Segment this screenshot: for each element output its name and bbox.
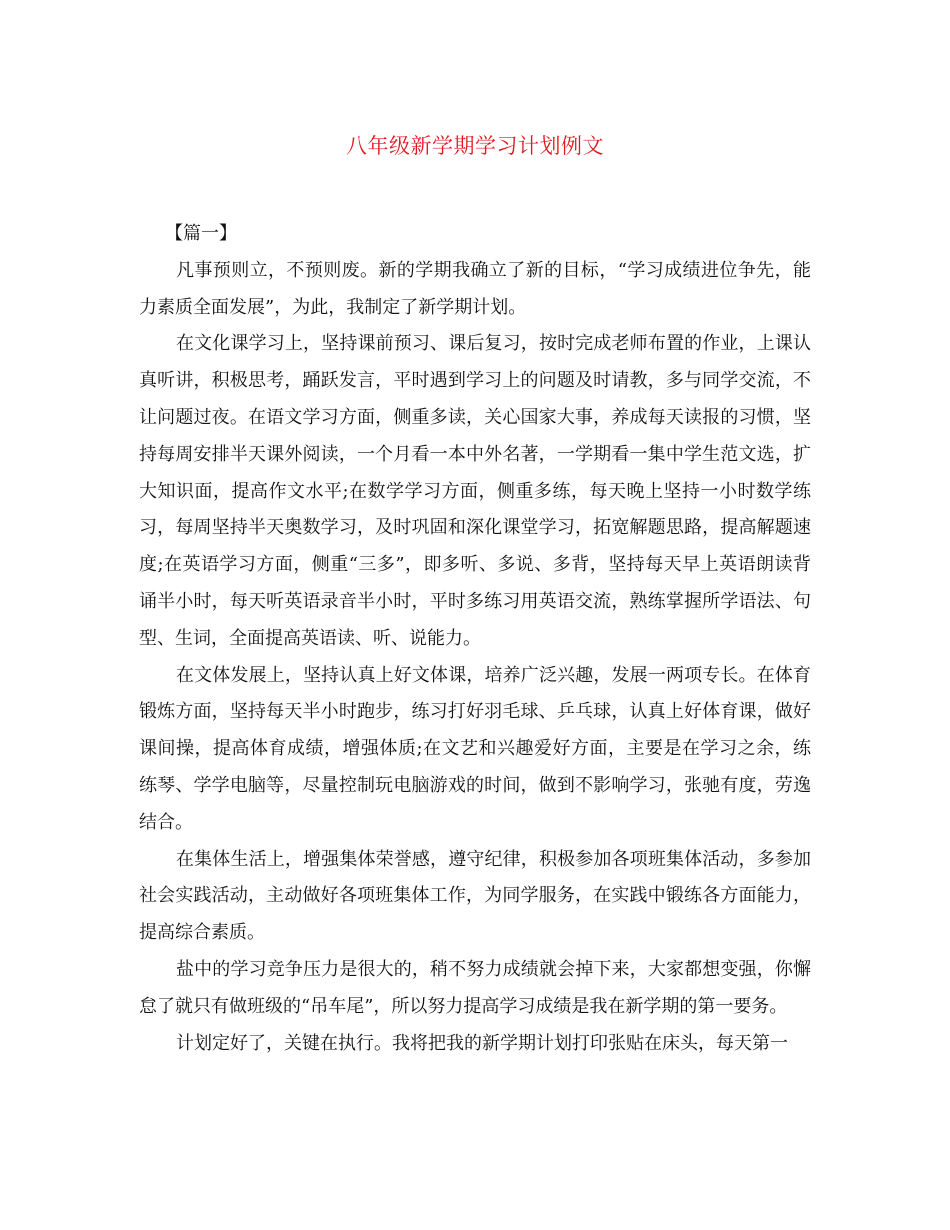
paragraph-academic-study: 在文化课学习上，坚持课前预习、课后复习，按时完成老师布置的作业，上课认真听讲，积极思考，踊跃发言，平时遇到学习上的问题及时请教，多与同学交流，不让问题过夜。在语文学习方面，侧重多读，关心国家大事，养成每天读报的习惯，坚持每周安排半天课外阅读，一个月看一本中外名著，一学期看一集中学生范文选，扩大知识面，提高作文水平;在数学学习方面，侧重多练，每天晚上坚持一小时数学练习，每周坚持半天奥数学习，及时巩固和深化课堂学习，拓宽解题思路，提高解题速度;在英语学习方面，侧重“三多”，即多听、多说、多背，坚持每天早上英语朗读背诵半小时，每天听英语录音半小时，平时多练习用英语交流，熟练掌握所学语法、句型、生词，全面提高英语读、听、说能力。 (139, 333, 811, 649)
section-heading: 【篇一】 (165, 223, 237, 244)
paragraph-intro: 凡事预则立，不预则废。新的学期我确立了新的目标，“学习成绩进位争先，能力素质全面发展”，为此，我制定了新学期计划。 (139, 259, 811, 318)
paragraph-competition: 盐中的学习竞争压力是很大的，稍不努力成绩就会掉下来，大家都想变强，你懈怠了就只有做班级的“吊车尾”，所以努力提高学习成绩是我在新学期的第一要务。 (139, 958, 811, 1017)
paragraph-execution: 计划定好了，关键在执行。我将把我的新学期计划打印张贴在床头，每天第一 (176, 1032, 788, 1054)
paragraph-sports-arts: 在文体发展上，坚持认真上好文体课，培养广泛兴趣，发展一两项专长。在体育锻炼方面，坚持每天半小时跑步，练习打好羽毛球、乒乓球，认真上好体育课，做好课间操，提高体育成绩，增强体质;在文艺和兴趣爱好方面，主要是在学习之余，练练琴、学学电脑等，尽量控制玩电脑游戏的时间，做到不影响学习，张驰有度，劳逸结合。 (139, 664, 811, 833)
document-body (139, 216, 811, 1062)
document-title: 八年级新学期学习计划例文 (346, 134, 604, 158)
paragraph-collective-life: 在集体生活上，增强集体荣誉感，遵守纪律，积极参加各项班集体活动，多参加社会实践活动，主动做好各项班集体工作，为同学服务，在实践中锻练各方面能力，提高综合素质。 (139, 848, 811, 944)
